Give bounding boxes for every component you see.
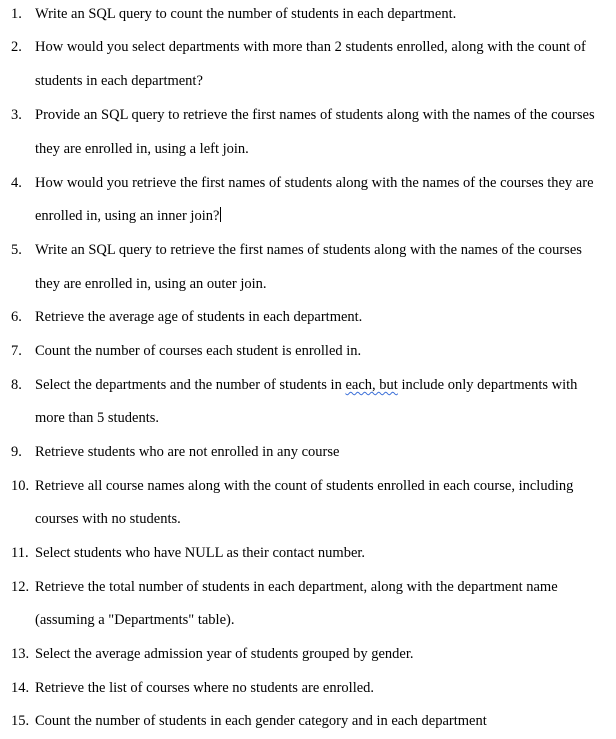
list-item-text: Retrieve the average age of students in each department. bbox=[35, 309, 363, 325]
list-item-text: (assuming a "Departments" table). bbox=[35, 612, 235, 628]
list-item-text: courses with no students. bbox=[35, 511, 181, 527]
spellcheck-flag[interactable]: each, but bbox=[345, 377, 398, 393]
list-number: 9. bbox=[11, 444, 22, 460]
list-item-text: students in each department? bbox=[35, 73, 203, 89]
text-cursor bbox=[220, 207, 221, 222]
list-number: 2. bbox=[11, 39, 22, 55]
list-item-text: they are enrolled in, using an outer join. bbox=[35, 276, 267, 292]
list-number: 6. bbox=[11, 309, 22, 325]
list-number: 14. bbox=[11, 680, 30, 696]
list-number: 12. bbox=[11, 579, 30, 595]
list-item-text: they are enrolled in, using a left join. bbox=[35, 141, 249, 157]
list-item-text: more than 5 students. bbox=[35, 410, 160, 426]
list-number: 5. bbox=[11, 242, 22, 258]
list-item-text: Provide an SQL query to retrieve the first names of students along with the names of the courses bbox=[35, 107, 595, 123]
list-item-text: Count the number of courses each student is enrolled in. bbox=[35, 343, 362, 359]
list-item-text: How would you select departments with more than 2 students enrolled, along with the count of bbox=[35, 39, 586, 55]
list-number: 4. bbox=[11, 175, 22, 191]
list-number: 10. bbox=[11, 478, 30, 494]
list-item-text: Retrieve all course names along with the count of students enrolled in each course, including bbox=[35, 478, 574, 494]
list-item-text: include only departments with bbox=[397, 377, 578, 393]
list-item-text: Write an SQL query to count the number of students in each department. bbox=[35, 6, 457, 22]
list-number: 15. bbox=[11, 713, 30, 729]
list-item-text: Select students who have NULL as their contact number. bbox=[35, 545, 366, 561]
list-number: 3. bbox=[11, 107, 22, 123]
list-item-text: Select the average admission year of students grouped by gender. bbox=[35, 646, 414, 662]
list-number: 11. bbox=[11, 545, 29, 561]
list-item-text: enrolled in, using an inner join? bbox=[35, 208, 220, 224]
list-number: 7. bbox=[11, 343, 22, 359]
list-item-text-with-cursor bbox=[35, 207, 221, 225]
list-item-text: Retrieve students who are not enrolled in any course bbox=[35, 444, 340, 460]
list-number: 8. bbox=[11, 377, 22, 393]
list-item-text-line bbox=[35, 376, 577, 394]
list-item-text: Retrieve the list of courses where no students are enrolled. bbox=[35, 680, 375, 696]
list-item-text: How would you retrieve the first names of students along with the names of the courses they are bbox=[35, 175, 594, 191]
list-number: 13. bbox=[11, 646, 30, 662]
list-number: 1. bbox=[11, 6, 22, 22]
list-item-text: Retrieve the total number of students in each department, along with the department name bbox=[35, 579, 558, 595]
list-item-text: Write an SQL query to retrieve the first names of students along with the names of the courses bbox=[35, 242, 582, 258]
list-item-text: Count the number of students in each gender category and in each department bbox=[35, 713, 487, 729]
list-item-text: Select the departments and the number of students in bbox=[35, 377, 346, 393]
